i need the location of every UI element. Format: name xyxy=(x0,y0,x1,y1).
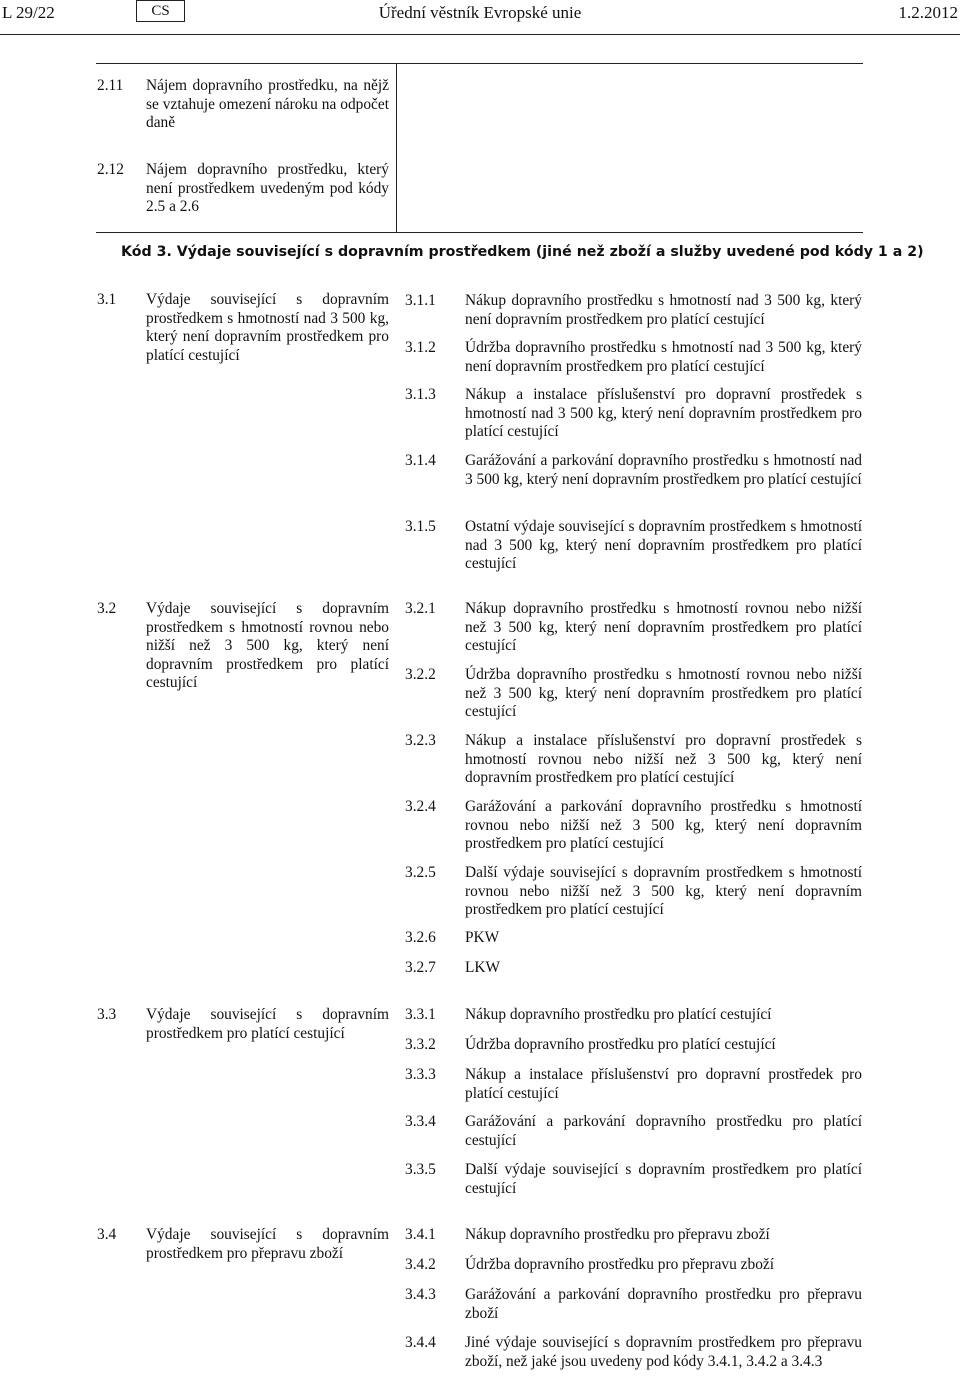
list-item xyxy=(405,1226,862,1245)
item-number: 3.4.1 xyxy=(405,1226,436,1243)
group-heading xyxy=(97,291,389,365)
item-number: 3.1.5 xyxy=(405,518,436,535)
table-row xyxy=(97,77,389,133)
list-item xyxy=(405,1006,862,1025)
item-number: 3.4.3 xyxy=(405,1286,436,1303)
item-number: 3.1.2 xyxy=(405,339,436,356)
list-item xyxy=(405,1036,862,1055)
item-text: Údržba dopravního prostředku pro přepravu zboží xyxy=(465,1256,774,1273)
group-text: Výdaje související s dopravním prostředkem s hmotností nad 3 500 kg, který není dopravním prostředkem pro platící cestující xyxy=(146,291,389,364)
item-text: PKW xyxy=(465,929,500,946)
item-number: 3.3.1 xyxy=(405,1006,436,1023)
item-text: Nákup a instalace příslušenství pro dopravní prostředek s hmotností nad 3 500 kg, který není dopravním prostředkem pro platící cestující xyxy=(465,386,862,440)
list-item xyxy=(405,518,862,574)
item-number: 3.4.4 xyxy=(405,1334,436,1351)
item-text: Nákup dopravního prostředku pro přepravu zboží xyxy=(465,1226,770,1243)
item-text: Údržba dopravního prostředku pro platící cestující xyxy=(465,1036,776,1053)
group-heading xyxy=(97,1226,389,1263)
item-number: 3.3.2 xyxy=(405,1036,436,1053)
list-item xyxy=(405,929,862,948)
item-text: Garážování a parkování dopravního prostředku pro platící cestující xyxy=(465,1113,862,1149)
item-number: 3.1.4 xyxy=(405,452,436,469)
table-top-rule xyxy=(96,63,863,64)
item-number: 3.3.4 xyxy=(405,1113,436,1130)
list-item xyxy=(405,959,862,978)
item-number: 3.2.7 xyxy=(405,959,436,976)
list-item xyxy=(405,292,862,329)
list-item xyxy=(405,1256,862,1275)
group-number: 3.3 xyxy=(97,1006,117,1023)
group-text: Výdaje související s dopravním prostředkem s hmotností rovnou nebo nižší než 3 500 kg, který není dopravním prostředkem pro platící cestující xyxy=(146,600,389,691)
list-item xyxy=(405,666,862,722)
page-header xyxy=(0,0,960,35)
item-text: Další výdaje související s dopravním prostředkem s hmotností rovnou nebo nižší než 3 500 kg, který není dopravním prostředkem pro platící cestující xyxy=(465,864,862,918)
item-text: Nájem dopravního prostředku, na nějž se vztahuje omezení nároku na odpočet daně xyxy=(146,77,389,131)
list-item xyxy=(405,600,862,656)
item-text: Garážování a parkování dopravního prostředku pro přepravu zboží xyxy=(465,1286,862,1322)
item-text: Nákup a instalace příslušenství pro dopravní prostředek pro platící cestující xyxy=(465,1066,862,1102)
item-text: Údržba dopravního prostředku s hmotností rovnou nebo nižší než 3 500 kg, který není dopravním prostředkem pro platící cestující xyxy=(465,666,862,720)
item-number: 3.2.2 xyxy=(405,666,436,683)
group-number: 3.4 xyxy=(97,1226,117,1243)
item-number: 3.2.1 xyxy=(405,600,436,617)
list-item xyxy=(405,339,862,376)
page-reference: L 29/22 xyxy=(2,3,55,22)
item-text: Nákup dopravního prostředku pro platící cestující xyxy=(465,1006,772,1023)
list-item xyxy=(405,1066,862,1103)
item-text: LKW xyxy=(465,959,501,976)
item-number: 3.3.3 xyxy=(405,1066,436,1083)
item-number: 3.2.4 xyxy=(405,798,436,815)
group-heading xyxy=(97,1006,389,1043)
item-number: 2.12 xyxy=(97,161,124,178)
group-number: 3.2 xyxy=(97,600,117,617)
item-text: Nákup dopravního prostředku s hmotností rovnou nebo nižší než 3 500 kg, který není dopravním prostředkem pro platící cestující xyxy=(465,600,862,654)
list-item xyxy=(405,864,862,920)
group-number: 3.1 xyxy=(97,291,117,308)
publication-date: 1.2.2012 xyxy=(898,3,958,22)
group-heading xyxy=(97,600,389,693)
item-number: 3.2.3 xyxy=(405,732,436,749)
list-item xyxy=(405,1113,862,1150)
item-text: Garážování a parkování dopravního prostředku s hmotností rovnou nebo nižší než 3 500 kg, který není dopravním prostředkem pro platící cestující xyxy=(465,798,862,852)
table-row xyxy=(97,161,389,217)
item-number: 3.2.6 xyxy=(405,929,436,946)
journal-title: Úřední věstník Evropské unie xyxy=(378,3,582,22)
item-text: Nákup a instalace příslušenství pro dopravní prostředek s hmotností rovnou nebo nižší než 3 500 kg, který není dopravním prostředkem pro platící cestující xyxy=(465,732,862,786)
table-bottom-rule xyxy=(96,232,863,233)
group-text: Výdaje související s dopravním prostředkem pro platící cestující xyxy=(146,1006,389,1042)
list-item xyxy=(405,1334,862,1371)
item-number: 3.4.2 xyxy=(405,1256,436,1273)
item-text: Garážování a parkování dopravního prostředku s hmotností nad 3 500 kg, který není dopravním prostředkem pro platící cestující xyxy=(465,452,862,488)
item-text: Jiné výdaje související s dopravním prostředkem pro přepravu zboží, než jaké jsou uvedeny pod kódy 3.4.1, 3.4.2 a 3.4.3 xyxy=(465,1334,862,1370)
list-item xyxy=(405,1286,862,1323)
list-item xyxy=(405,732,862,788)
table-column-divider xyxy=(396,63,397,233)
item-text: Nájem dopravního prostředku, který není prostředkem uvedeným pod kódy 2.5 a 2.6 xyxy=(146,161,389,215)
list-item xyxy=(405,386,862,442)
list-item xyxy=(405,798,862,854)
item-number: 3.2.5 xyxy=(405,864,436,881)
item-text: Ostatní výdaje související s dopravním prostředkem s hmotností nad 3 500 kg, který není dopravním prostředkem pro platící cestující xyxy=(465,518,862,572)
item-text: Údržba dopravního prostředku s hmotností nad 3 500 kg, který není dopravním prostředkem pro platící cestující xyxy=(465,339,862,375)
item-number: 3.3.5 xyxy=(405,1161,436,1178)
item-text: Další výdaje související s dopravním prostředkem pro platící cestující xyxy=(465,1161,862,1197)
group-text: Výdaje související s dopravním prostředkem pro přepravu zboží xyxy=(146,1226,389,1262)
item-number: 3.1.3 xyxy=(405,386,436,403)
item-number: 3.1.1 xyxy=(405,292,436,309)
list-item xyxy=(405,452,862,489)
item-text: Nákup dopravního prostředku s hmotností nad 3 500 kg, který není dopravním prostředkem pro platící cestující xyxy=(465,292,862,328)
language-code-box: CS xyxy=(136,0,185,22)
item-number: 2.11 xyxy=(97,77,124,94)
list-item xyxy=(405,1161,862,1198)
code-heading: Kód 3. Výdaje související s dopravním prostředkem (jiné než zboží a služby uvedené pod kódy 1 a 2) xyxy=(121,244,924,260)
